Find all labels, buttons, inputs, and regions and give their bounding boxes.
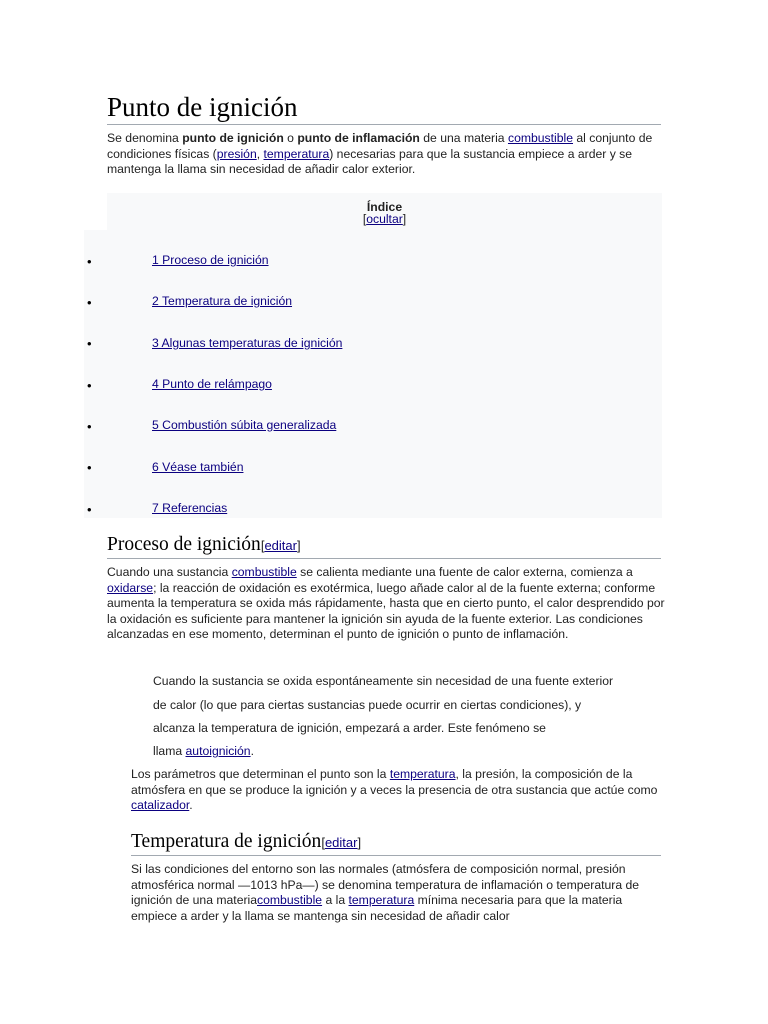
intro-bold-punto-inflamacion: punto de inflamación <box>297 131 420 145</box>
parametros-text-3: . <box>189 798 193 813</box>
proceso-text-2: se calienta mediante una fuente de calor externa, comienza a <box>296 565 633 579</box>
toc-bullet: • <box>87 460 92 475</box>
link-oxidarse[interactable]: oxidarse <box>107 580 154 595</box>
edit-bracket-close: ] <box>357 835 362 850</box>
link-temperatura-2[interactable]: temperatura <box>389 767 456 781</box>
toc-bullet: • <box>87 502 92 517</box>
edit-bracket-close: ] <box>296 538 301 553</box>
intro-text-1: Se denomina <box>107 131 183 145</box>
parametros-paragraph <box>131 767 666 814</box>
link-combustible-2[interactable]: combustible <box>231 565 297 579</box>
link-combustible[interactable]: combustible <box>507 131 574 145</box>
toc-item-algunas-temperaturas[interactable]: 3 Algunas temperaturas de ignición <box>152 336 343 350</box>
toc-hide-link[interactable]: ocultar <box>366 212 403 226</box>
parametros-text-1: Los parámetros que determinan el punto son la <box>131 767 390 781</box>
quote-line <box>153 744 254 759</box>
quote-line: de calor (lo que para ciertas sustancias puede ocurrir en ciertas condiciones), y <box>153 698 582 712</box>
edit-link-proceso[interactable]: editar <box>264 538 297 553</box>
edit-section-proceso <box>261 538 301 553</box>
toc-item-combustion-subita[interactable]: 5 Combustión súbita generalizada <box>152 418 337 432</box>
link-temperatura[interactable]: temperatura <box>263 146 330 161</box>
toc-item-temperatura-de-ignicion[interactable]: 2 Temperatura de ignición <box>152 294 293 308</box>
toc-bullet: • <box>87 254 92 269</box>
toc-toggle-bracket-open: [ <box>362 212 367 226</box>
intro-bold-punto-ignicion: punto de ignición <box>182 131 284 145</box>
link-autoignicion[interactable]: autoignición <box>185 744 251 758</box>
link-combustible-3[interactable]: combustible <box>257 893 323 908</box>
edit-section-temperatura <box>321 835 361 850</box>
toc-item-vease-tambien[interactable]: 6 Véase también <box>152 460 244 474</box>
intro-text-3: de una materia <box>419 131 508 145</box>
toc-bullet: • <box>87 295 92 310</box>
intro-paragraph <box>107 131 667 178</box>
quote-text: llama <box>153 744 186 758</box>
toc-bullet: • <box>87 378 92 393</box>
edit-bracket-open: [ <box>321 835 325 850</box>
section-heading-proceso <box>107 533 661 559</box>
link-presion[interactable]: presión <box>216 146 257 161</box>
section-heading-temperatura <box>131 830 661 856</box>
temperatura-text-1: Si las condiciones del entorno son las normales (atmósfera de composición normal, presión atmosférica normal —1013 hPa—) se denomina temperatura de inflamación o temperatura de ignición de una materia <box>131 862 640 908</box>
toc-item-proceso-de-ignicion[interactable]: 1 Proceso de ignición <box>152 253 269 267</box>
proceso-text-1: Cuando una sustancia <box>107 565 232 579</box>
link-catalizador[interactable]: catalizador <box>131 798 190 813</box>
temperatura-paragraph <box>131 862 667 924</box>
quote-line: alcanza la temperatura de ignición, empezará a arder. Este fenómeno se <box>153 721 546 735</box>
quote-line: Cuando la sustancia se oxida espontáneamente sin necesidad de una fuente exterior <box>153 674 614 688</box>
page-title: Punto de ignición <box>107 90 661 125</box>
temperatura-text-2: a la <box>322 893 349 908</box>
temperatura-text-3: mínima necesaria para que la materia empiece a arder y la llama se mantenga sin necesidad de añadir calor <box>131 893 623 923</box>
intro-text-5: , <box>256 146 264 161</box>
parametros-text-2: , la presión, la composición de la atmósfera en que se produce la ignición y a veces la presencia de otra sustancia que actúe como <box>131 767 658 797</box>
toc-bullet: • <box>87 336 92 351</box>
edit-bracket-open: [ <box>260 538 265 553</box>
toc-item-punto-de-relampago[interactable]: 4 Punto de relámpago <box>152 377 272 391</box>
edit-link-temperatura[interactable]: editar <box>324 835 358 850</box>
proceso-text-3: ; la reacción de oxidación es exotérmica, luego añade calor al de la fuente externa; conforme aumenta la temperatura se oxida más rápidamente, hasta que en cierto punto, el calor desprendido por la oxidación es suficiente para mantener la ignición sin ayuda de la fuente exterior. Las condiciones alcanzadas en ese momento, determinan el punto de ignición o punto de inflamación. <box>107 580 665 642</box>
intro-text-2: o <box>283 131 298 145</box>
section-title-proceso: Proceso de ignición <box>107 534 261 555</box>
link-temperatura-3[interactable]: temperatura <box>348 893 415 908</box>
proceso-paragraph <box>107 565 667 643</box>
intro-text-4: al conjunto de condiciones físicas ( <box>107 131 653 161</box>
toc-toggle-bracket-close: ] <box>402 212 407 226</box>
toc-toggle <box>107 212 662 227</box>
quote-period: . <box>250 744 254 758</box>
toc-bullet: • <box>87 419 92 434</box>
toc-title: Índice <box>366 200 403 214</box>
intro-text-6: ) necesarias para que la sustancia empiece a arder y se mantenga la llama sin necesidad de añadir calor exterior. <box>107 146 633 177</box>
toc-item-referencias[interactable]: 7 Referencias <box>152 501 228 515</box>
section-title-temperatura: Temperatura de ignición <box>131 831 322 852</box>
